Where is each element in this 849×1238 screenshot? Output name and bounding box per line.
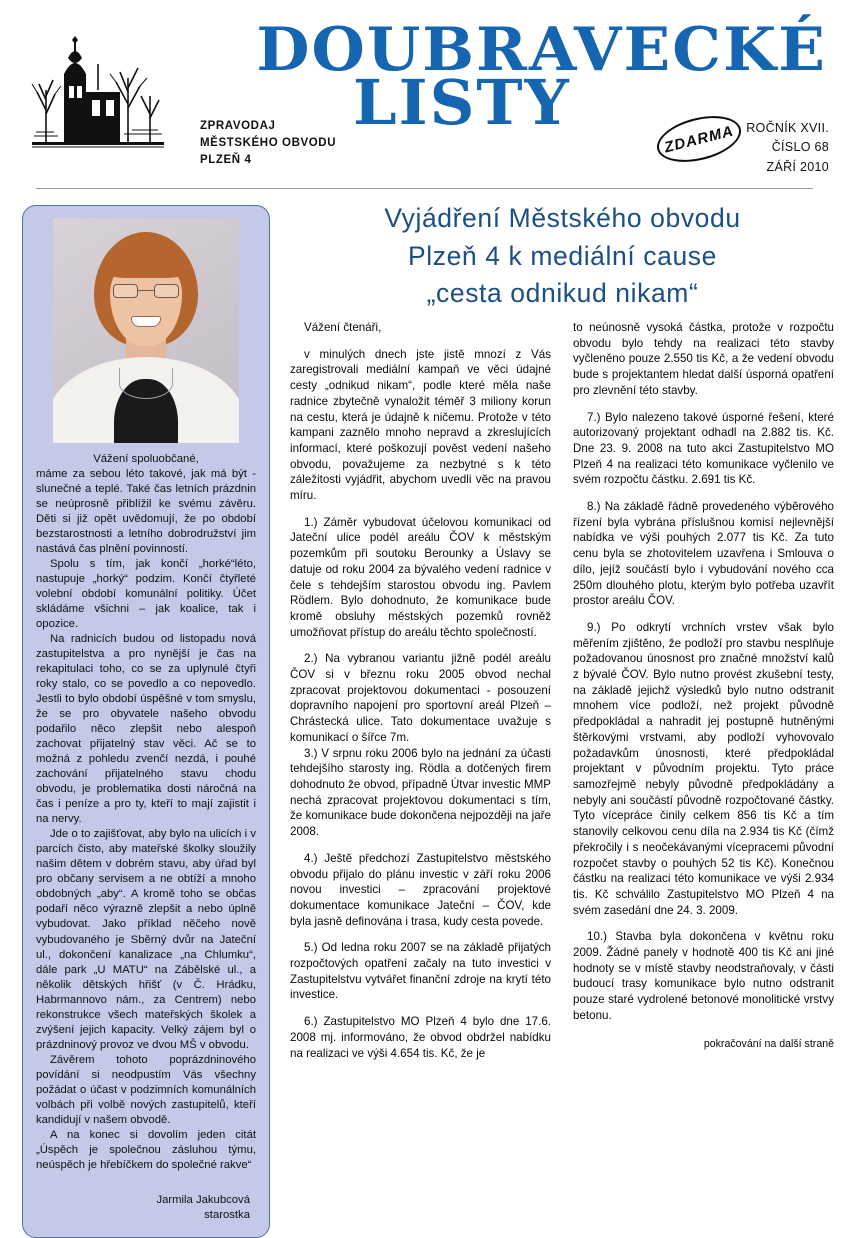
article-paragraph: 8.) Na základě řádně provedeného výběrového řízení byla vybrána příslušnou komisí nejlevnější nabídka ve výši pouhých 2.077 tis Kč. Za tuto cenu byla se zhotovitelem uzavřena i Smlouva o dílo, jejíž součástí bylo i vybudování nového cca 250m dlouhého plotu, kterým bylo potřeba uzavřít prostor areálu ČOV. xyxy=(573,500,834,608)
signature-name: Jarmila Jakubcová xyxy=(156,1193,250,1206)
article-paragraph: 4.) Ještě předchozí Zastupitelstvo městského obvodu přijalo do plánu investic v září roku 2006 novou investici – zpracování projektové dokumentace komunikace Jateční – ČOV, kde byla jasně definována i trasa, kudy cesta povede. xyxy=(290,851,551,928)
masthead-title-line1: DOUBRAVECKÉ xyxy=(256,15,827,85)
editorial-text xyxy=(32,452,260,1173)
glasses-icon xyxy=(113,284,179,298)
article-paragraph: 6.) Zastupitelstvo MO Plzeň 4 bylo dne 17.6. 2008 mj. informováno, že obvod obdržel nabídku na realizaci ve výši 4.654 tis. Kč, že je xyxy=(290,1015,551,1060)
masthead-subtitle xyxy=(200,118,336,169)
editorial-paragraph: máme za sebou léto takové, jak má být - slunečné a teplé. Také čas letních prázdnin se neúprosně přiblížil ke svému závěru. Děti si již opět uvědomují, že po období bezstarostnosti a letního dobrodružství jim nastává čas plnění povinností. xyxy=(36,468,256,556)
issue-number: ČÍSLO 68 xyxy=(771,140,829,155)
free-badge-label: ZDARMA xyxy=(662,122,736,156)
editorial-greeting: Vážení spoluobčané, xyxy=(93,453,199,465)
headline-line-2: Plzeň 4 k mediální cause xyxy=(407,240,717,271)
masthead-subtitle-line1: ZPRAVODAJ xyxy=(200,120,276,132)
continuation-note: pokračování na další straně xyxy=(703,1037,834,1050)
article-paragraph: 5.) Od ledna roku 2007 se na základě přijatých rozpočtových opatření začaly na tuto investici v Zastupitelstvu vytvářet finanční zdroje na krytí této investice. xyxy=(290,941,551,1002)
masthead-divider xyxy=(36,188,813,189)
smile-icon xyxy=(131,316,161,327)
article-paragraph: 9.) Po odkrytí vrchních vrstev však bylo měřením zjištěno, že podloží pro stavbu nesplňuje požadovanou únosnost pro značné množství kalů z bývalé ČOV. Bylo nutno provést zkušební testy, na základě jejichž výsledků bylo nutno odstranit mnohem více podloží, než projekt původně předpokládal a nahradit jej postupně hutněnými štěrkovými vrstvami, aby podloží vyhovovalo požadavkům únosnosti, které předpokládal projektant v původním projektu. Tyto práce samozřejmě nebyly původně předpokládány a nebyly ani součástí původně rozpočtované částky. Tyto vícepráce činily celkem 856 tis Kč a tím stanovily celkovou cenu díla na 2.934 tis Kč (čímž překročily i s neočekávanými vícepracemi původní rozpočet stavby o pouhých 52 tis Kč). Konečnou částku na realizaci této komunikace ve výši 2.934 tis. Kč schválilo Zastupitelstvo MO Plzeň 4 na svém zasedání dne 24. 3. 2009. xyxy=(573,620,834,917)
editorial-paragraph: Na radnicích budou od listopadu nová zastupitelstva a pro nynější je čas na rekapitulaci toho, co se za uplynulé čtyři roky stalo, co se povedlo a co nepovedlo. Jestli to bylo období úspěšné v tom smyslu, že se pro obyvatele našeho obvodu podařilo něco zlepšit nebo alespoň zachovat přijatelný stav věci. Ač se to možná z pohledu zvenčí nezdá, i pouhé zachování přijatelného stavu chodu obvodu, je problematika dosti náročná na čas i peníze a pro ty, kteří to mají zajistit i na nervy. xyxy=(36,633,256,826)
avatar xyxy=(53,218,239,443)
glasses-left-lens xyxy=(113,284,138,298)
masthead-title-line2: LISTY xyxy=(353,66,571,139)
article-paragraph: 2.) Na vybranou variantu jižně podél areálu ČOV si v březnu roku 2005 obvod nechal zpracovat projektovou dokumentaci - posouzení dopravního napojení pro sportovní areál Plzeň – Chrástecká ulice. Tato dokumentace uvažuje s komunikací o šířce 7m. xyxy=(290,652,551,744)
article-paragraph: 7.) Bylo nalezeno takové úsporné řešení, které autorizovaný projektant odhadl na 2.882 tis. Kč. Dne 23. 9. 2008 na tuto akci Zastupitelstvo MO Plzeň 4 na realizaci této komunikace vyčlenilo ve svém rozpočtu částku. 2.691 tis Kč. xyxy=(573,410,834,487)
article-paragraph: v minulých dnech jste jistě mnozí z Vás zaregistrovali mediální kampaň ve věci údajné cesty „odnikud nikam“, podle které měla naše radnice zbytečně vynaložit téměř 3 miliony korun na cestu, která je údajně k ničemu. Protože v této kampani zaznělo mnoho nepravd a zkreslujících informací, které poškozují pověst vedení našeho obvodu, považujeme za nezbytné s k této záležitosti vyjádřit, abychom uvedli věc na pravou míru. xyxy=(290,347,551,503)
article-paragraph: Vážení čtenáři, xyxy=(304,321,382,334)
editorial-paragraph: A na konec si dovolím jeden citát „Úspěch je společnou zásluhou týmu, neúspěch je hřebíčkem do společné rakve“ xyxy=(36,1128,256,1171)
masthead-title xyxy=(178,15,831,174)
church-woodcut-icon xyxy=(28,34,168,156)
article-body xyxy=(290,320,835,1061)
glasses-bridge xyxy=(138,290,154,291)
article-paragraph: 10.) Stavba byla dokončena v květnu roku 2009. Žádné panely v hodnotě 400 tis Kč ani jiné hodnoty se v místě stavby neodstraňovaly, v části budoucí trasy komunikace bylo nutno odstranit pouze staré vydrolené betonové monolitické vrstvy betonu. xyxy=(573,930,834,1022)
page-title xyxy=(290,200,835,313)
necklace-icon xyxy=(119,368,173,399)
editorial-paragraph: Jde o to zajišťovat, aby bylo na ulicích i v parcích čisto, aby mateřské školky sloužily našim dětem v dobrém stavu, aby úřad byl pro občany servisem a ne obtíží a mnoho obdobných „aby“. A kromě toho se občas podaří něco výrazně zlepšit a nebo úplně vybudovat. Jako příklad něčeho nově vybudovaného je Sběrný dvůr na Jateční ul., dokončení kanalizace „na Chlumku“, dále park „U MATU“ na Zábělské ul., a několik dětských hřišť (v Č. Hrádku, Habrmannovo nám., za Centrem) nebo rekonstrukce všech mateřských školek a zvýšení jejich kapacity. Velký zájem byl o prázdninový provoz ve dvou MŠ v obvodu. xyxy=(36,828,256,1051)
article-paragraph: 1.) Záměr vybudovat účelovou komunikaci od Jateční ulice podél areálu ČOV k městským pozemkům při soutoku Berounky a Úslavy se datuje od roku 2004 za bývalého vedení radnice v čele s tehdejším starostou obvodu ing. Pavlem Rödlem. Bylo dohodnuto, že komunikace bude kromě obsluhy městských pozemků rovněž umožňovat přístup do areálu těchto společností. xyxy=(290,515,551,639)
article-paragraph: 3.) V srpnu roku 2006 bylo na jednání za účasti tehdejšího starosty ing. Rödla a dotčených firem dohodnuto že obvod, případně Útvar investic MMP nechá zpracovat projektovou dokumentaci s tím, že komunikace bude dokončena nejpozději na jaře 2008. xyxy=(290,746,551,839)
editorial-paragraph: Závěrem tohoto poprázdninového povídání si neodpustím Vás všechny požádat o účast v podzimních komunálních volbách při volbě nových zastupitelů, kteří kandidují v našem obvodě. xyxy=(36,1053,256,1126)
editorial-signature xyxy=(32,1193,260,1224)
issue-volume: ROČNÍK XVII. xyxy=(746,121,829,135)
article-paragraph: to neúnosně vysoká částka, protože v rozpočtu obvodu bylo tehdy na realizaci této stavby vyčleněno pouze 2.550 tis Kč, a že vedení obvodu bude s projektantem hledat další úsporná opatření pro zlevnění této stavby. xyxy=(573,321,834,397)
issue-info xyxy=(746,119,829,177)
issue-date: ZÁŘÍ 2010 xyxy=(766,159,829,174)
masthead-subtitle-line2: MĚSTSKÉHO OBVODU xyxy=(200,137,337,150)
article-column-left xyxy=(290,320,551,1061)
article-column-right xyxy=(573,320,834,1061)
headline-line-3: „cesta odnikud nikam“ xyxy=(426,278,699,309)
headline-line-1: Vyjádření Městského obvodu xyxy=(384,203,741,233)
masthead xyxy=(18,0,831,188)
editorial-paragraph: Spolu s tím, jak končí „horké“léto, nastupuje „horký“ podzim. Končí čtyřleté volební období komunální politiky. Účet skládáme všichni – jak koalice, tak i opozice. xyxy=(36,558,256,631)
glasses-right-lens xyxy=(154,284,179,298)
mayor-editorial-box xyxy=(22,205,270,1238)
signature-role: starostka xyxy=(204,1209,250,1221)
free-badge xyxy=(656,118,742,160)
masthead-subtitle-line3: PLZEŇ 4 xyxy=(200,154,252,167)
